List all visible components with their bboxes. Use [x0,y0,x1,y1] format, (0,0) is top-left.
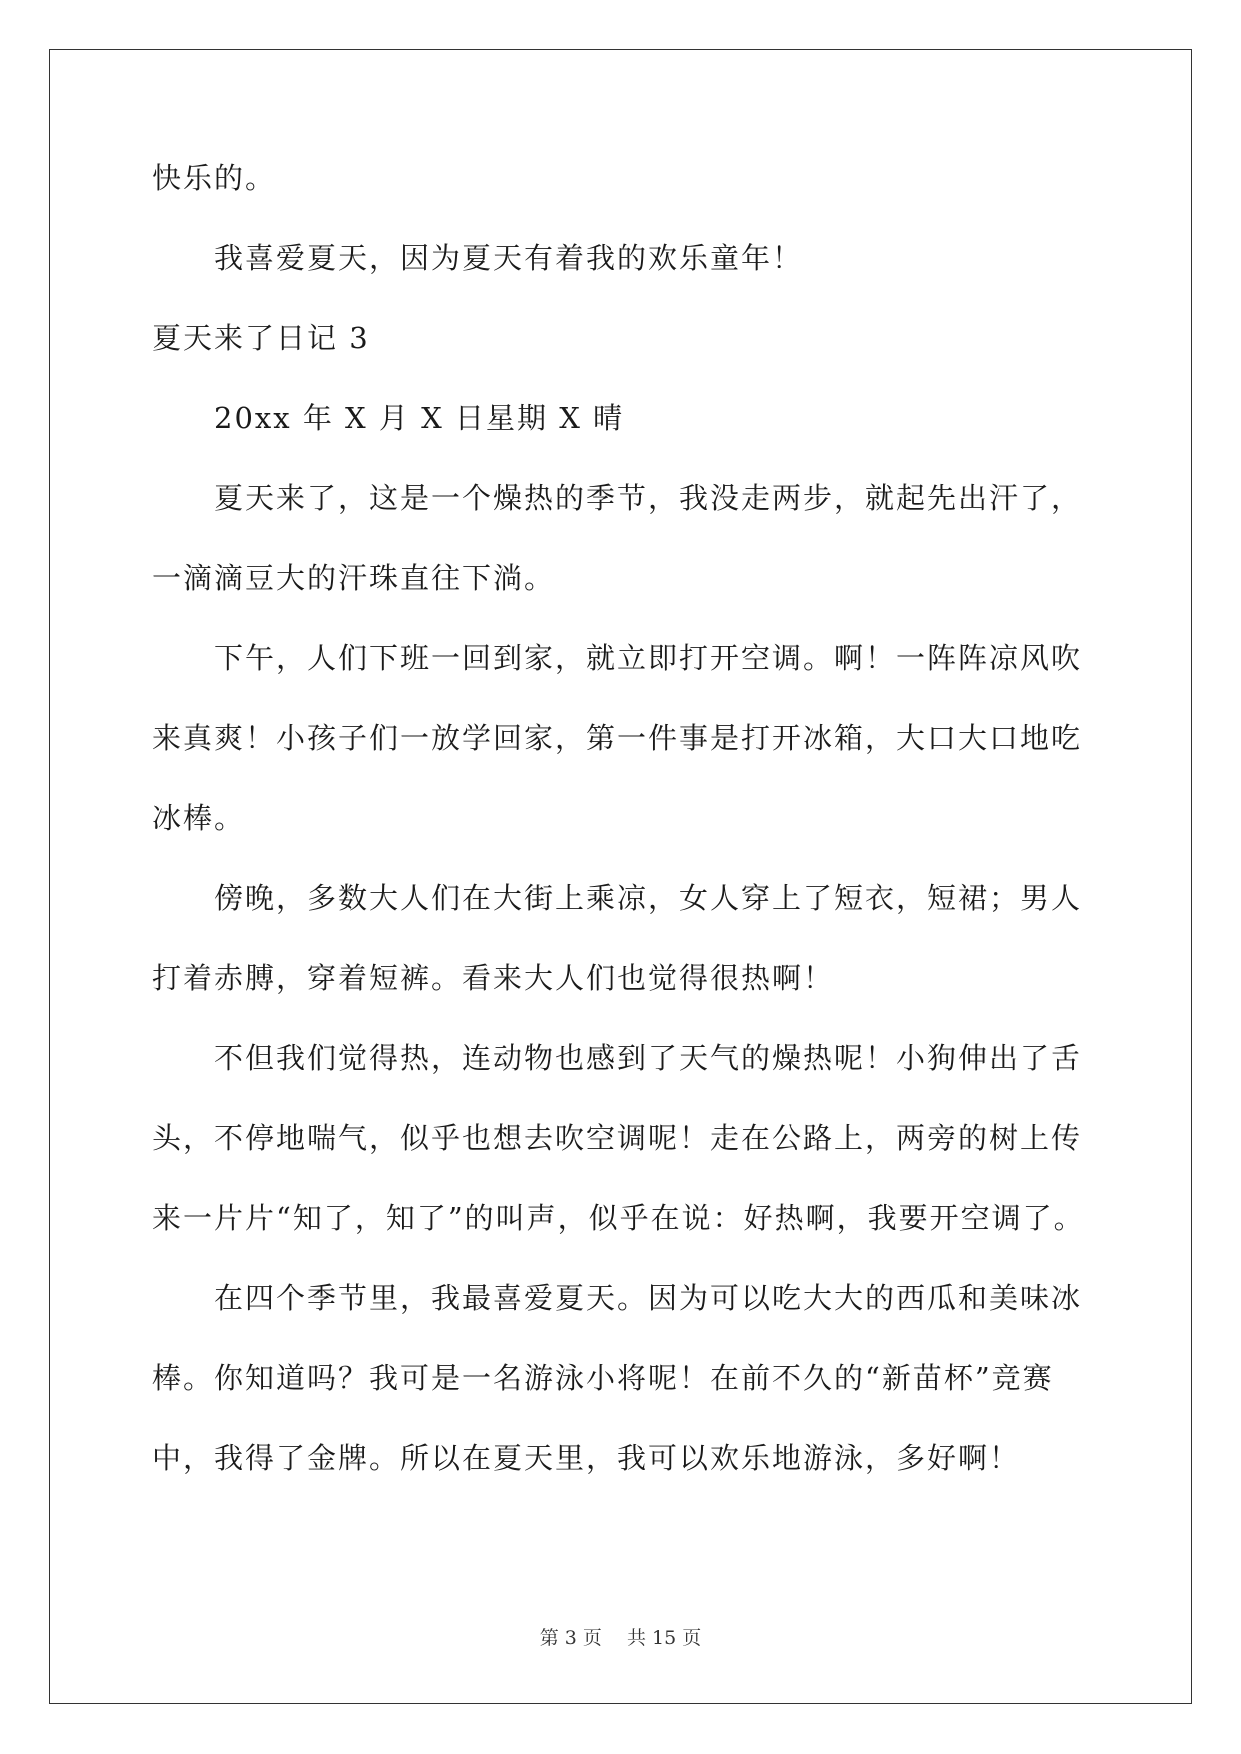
text-line: 下午，人们下班一回到家，就立即打开空调。啊！一阵阵凉风吹 [214,641,1083,675]
text-line: 不但我们觉得热，连动物也感到了天气的燥热呢！小狗伸出了舌 [214,1041,1083,1075]
text-line: 棒。你知道吗？我可是一名游泳小将呢！在前不久的“新苗杯”竞赛 [152,1361,1054,1395]
text-line: 来一片片“知了，知了”的叫声，似乎在说：好热啊，我要开空调了。 [152,1201,1085,1235]
text-line: 冰棒。 [152,801,246,835]
text-line: 我喜爱夏天，因为夏天有着我的欢乐童年！ [214,241,804,275]
text-line: 夏天来了，这是一个燥热的季节，我没走两步，就起先出汗了， [214,481,1083,515]
page-number-footer: 第 3 页 共 15 页 [539,1627,702,1649]
text-line: 在四个季节里，我最喜爱夏天。因为可以吃大大的西瓜和美味冰 [214,1281,1083,1315]
text-line: 头，不停地喘气，似乎也想去吹空调呢！走在公路上，两旁的树上传 [152,1121,1083,1155]
text-line: 来真爽！小孩子们一放学回家，第一件事是打开冰箱，大口大口地吃 [152,721,1083,755]
text-line: 20xx 年 X 月 X 日星期 X 晴 [214,401,625,435]
text-line: 一滴滴豆大的汗珠直往下淌。 [152,561,556,595]
document-body [152,162,1092,1522]
text-line: 中，我得了金牌。所以在夏天里，我可以欢乐地游泳，多好啊！ [152,1441,1021,1475]
text-line: 打着赤膊，穿着短裤。看来大人们也觉得很热啊！ [152,961,835,995]
text-line: 夏天来了日记 3 [152,321,370,355]
text-line: 傍晚，多数大人们在大街上乘凉，女人穿上了短衣，短裙；男人 [214,881,1083,915]
text-line: 快乐的。 [152,161,277,195]
